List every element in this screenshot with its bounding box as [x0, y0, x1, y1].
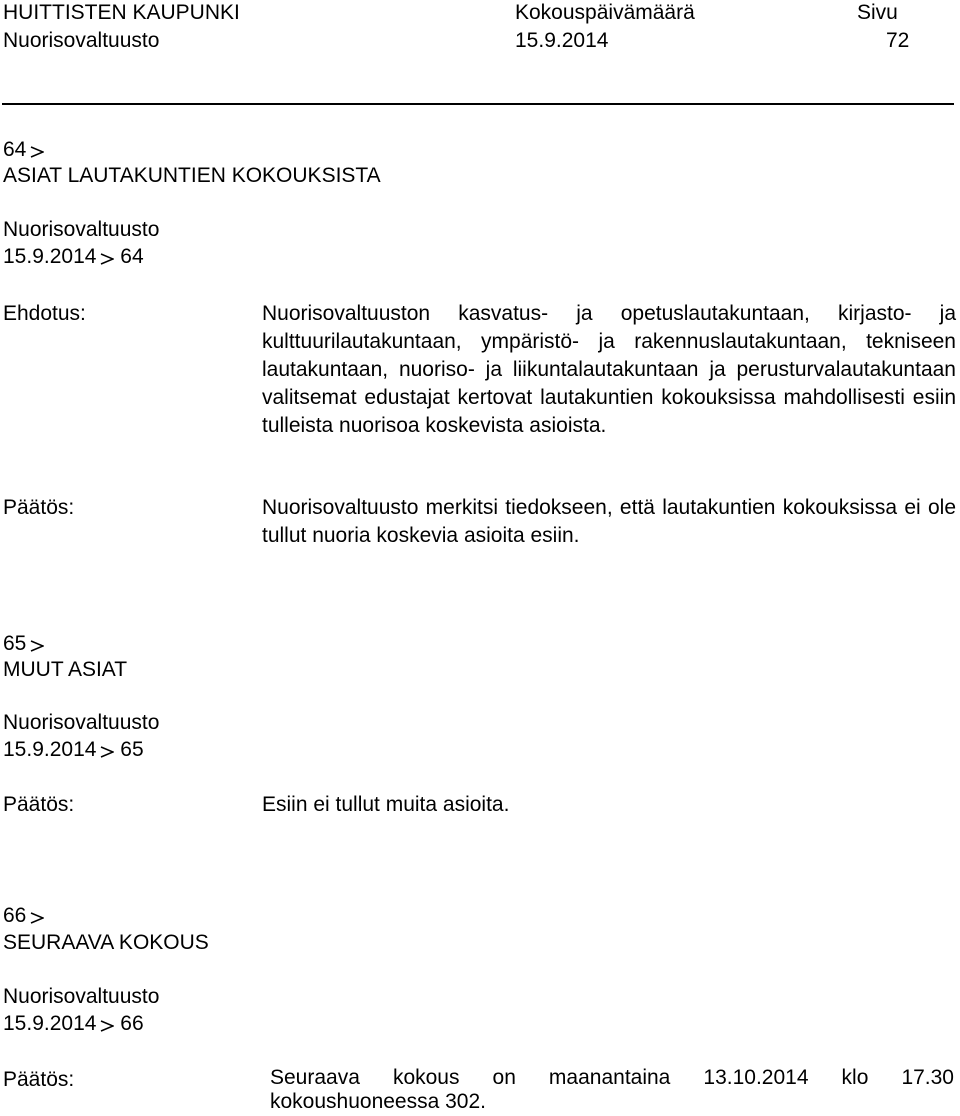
section-title: ASIAT LAUTAKUNTIEN KOKOUKSISTA: [3, 164, 381, 187]
decision-label: Päätös:: [3, 496, 75, 519]
decision-text: Esiin ei tullut muita asioita.: [262, 793, 510, 816]
decision-text: Nuorisovaltuusto merkitsi tiedokseen, että lautakuntien kokouksissa ei ole tullut nuoria koskevia asioita esiin.: [262, 496, 956, 547]
date-label: Kokouspäivämäärä: [515, 1, 695, 24]
section-title: MUUT ASIAT: [3, 658, 128, 681]
section-title: SEURAAVA KOKOUS: [3, 931, 209, 954]
section-number: 65: [3, 631, 44, 657]
reference-body: Nuorisovaltuusto: [3, 985, 160, 1008]
reference-body: Nuorisovaltuusto: [3, 218, 160, 241]
proposal-text: Nuorisovaltuuston kasvatus- ja opetuslautakuntaan, kirjasto- ja kulttuurilautakuntaan, ympäristö- ja rakennuslautakuntaan, tekniseen lautakuntaan, nuoriso- ja liikuntalautakuntaan ja perusturvalautakuntaan valitsemat edustajat kertovat lautakuntien kokouksissa mahdollisesti esiin tulleista nuorisoa koskevista asioista.: [262, 302, 956, 437]
reference-line: 15.9.2014 64: [3, 245, 144, 268]
section-mark-icon: [30, 146, 44, 158]
meeting-date: 15.9.2014: [515, 29, 609, 52]
decision-label: Päätös:: [3, 1068, 75, 1091]
reference-line: 15.9.2014 66: [3, 1012, 144, 1035]
section-number: 66: [3, 903, 44, 929]
body-name: Nuorisovaltuusto: [3, 29, 160, 52]
page-label: Sivu: [857, 1, 898, 24]
reference-line: 15.9.2014 65: [3, 738, 144, 761]
section-mark-icon: [30, 640, 44, 652]
decision-text: Seuraava kokous on maanantaina 13.10.2014 klo 17.30 kokoushuoneessa 302.: [270, 1066, 954, 1113]
reference-body: Nuorisovaltuusto: [3, 711, 160, 734]
header-divider: [2, 103, 954, 105]
decision-label: Päätös:: [3, 793, 75, 816]
section-mark-icon: [100, 253, 114, 265]
organization-name: HUITTISTEN KAUPUNKI: [3, 1, 240, 24]
section-mark-icon: [100, 746, 114, 758]
proposal-label: Ehdotus:: [3, 302, 86, 325]
section-number: 64: [3, 137, 44, 163]
section-mark-icon: [100, 1020, 114, 1032]
section-mark-icon: [30, 912, 44, 924]
page-number: 72: [886, 29, 910, 52]
